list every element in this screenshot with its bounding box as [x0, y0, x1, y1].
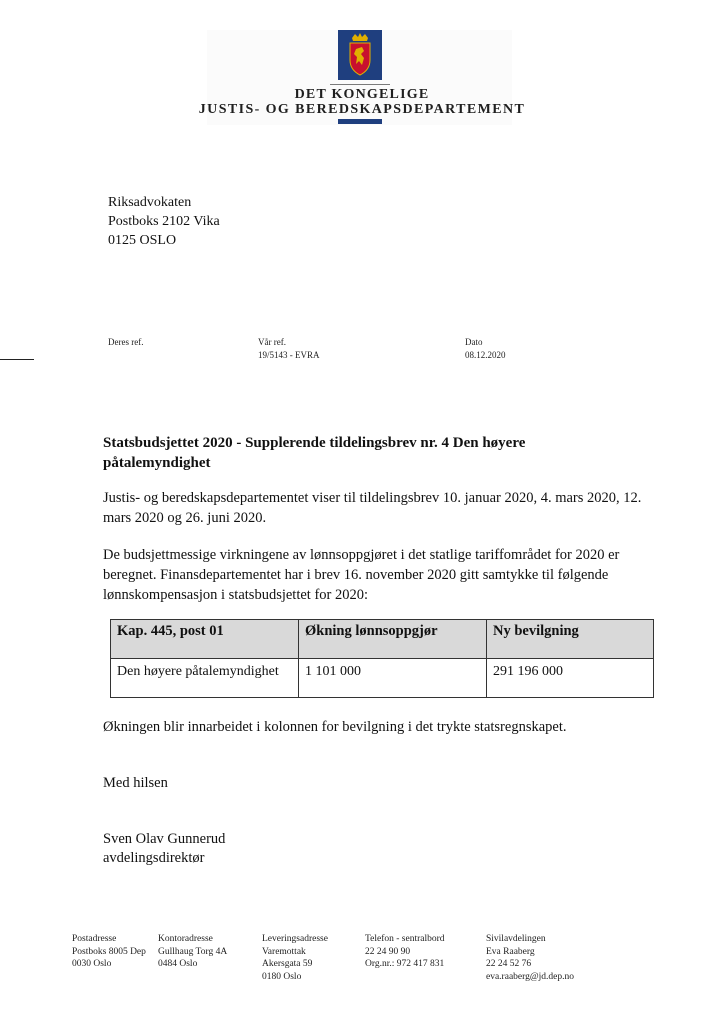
footer-line: 0180 Oslo [262, 971, 302, 982]
table-cell-increase: 1 101 000 [299, 659, 487, 698]
recipient-postal: 0125 OSLO [108, 233, 177, 248]
footer-phone [365, 933, 445, 971]
signer-title: avdelingsdirektør [103, 850, 205, 866]
table-cell-new-allocation: 291 196 000 [487, 659, 654, 698]
compensation-table [110, 619, 654, 698]
table-row [111, 659, 654, 698]
signer-name: Sven Olav Gunnerud [103, 831, 226, 847]
table-header-increase: Økning lønnsoppgjør [299, 620, 487, 659]
footer-line: 0484 Oslo [158, 959, 198, 969]
ministry-name-line2: JUSTIS- OG BEREDSKAPSDEPARTEMENT [198, 102, 526, 117]
footer-line: Varemottak [262, 946, 306, 957]
footer-line: Postboks 8005 Dep [72, 946, 146, 957]
footer-line: Akersgata 59 [262, 959, 313, 969]
recipient-address [108, 193, 220, 250]
date-value: 08.12.2020 [465, 350, 506, 360]
table-header-chapter: Kap. 445, post 01 [111, 620, 299, 659]
footer-line: Eva Raaberg [486, 946, 535, 957]
footer-contact [486, 933, 574, 983]
table-header-new-allocation: Ny bevilgning [487, 620, 654, 659]
recipient-name: Riksadvokaten [108, 195, 192, 210]
footer-postal-address [72, 933, 146, 971]
logo-bar [338, 119, 382, 124]
footer-line: 0030 Oslo [72, 959, 112, 969]
footer-label: Sivilavdelingen [486, 934, 546, 944]
coat-of-arms-icon [338, 30, 382, 80]
ministry-name-line1: DET KONGELIGE [294, 87, 430, 102]
deres-ref-label: Deres ref. [108, 337, 144, 347]
logo-rule [330, 84, 390, 85]
table-header-row [111, 620, 654, 659]
footer-label: Telefon - sentralbord [365, 934, 445, 944]
footer-label: Postadresse [72, 934, 117, 944]
footer-line: Gullhaug Torg 4A [158, 946, 228, 957]
footer-line: Org.nr.: 972 417 831 [365, 959, 445, 969]
letter-title: Statsbudsjettet 2020 - Supplerende tildelingsbrev nr. 4 Den høyere påtalemyndighet [103, 435, 526, 471]
footer-line: 22 24 52 76 [486, 959, 532, 969]
footer-delivery-address [262, 933, 328, 983]
footer-line: 22 24 90 90 [365, 946, 411, 957]
fold-mark [0, 359, 34, 360]
paragraph-1: Justis- og beredskapsdepartementet viser til tildelingsbrev 10. januar 2020, 4. mars 2020, 12. mars 2020 og 26. juni 2020. [103, 490, 642, 526]
paragraph-3: Økningen blir innarbeidet i kolonnen for bevilgning i det trykte statsregnskapet. [103, 719, 567, 735]
var-ref-value: 19/5143 - EVRA [258, 350, 320, 360]
greeting: Med hilsen [103, 775, 168, 791]
footer-label: Leveringsadresse [262, 934, 328, 944]
footer-email: eva.raaberg@jd.dep.no [486, 971, 574, 982]
date-label: Dato [465, 337, 483, 347]
paragraph-2: De budsjettmessige virkningene av lønnsoppgjøret i det statlige tariffområdet for 2020 er beregnet. Finansdepartementet har i brev 16. november 2020 gitt samtykke til følgende lønnskompensasjon i statsbudsjettet for 2020: [103, 547, 620, 603]
footer-label: Kontoradresse [158, 934, 213, 944]
footer-office-address [158, 933, 227, 971]
var-ref-label: Vår ref. [258, 337, 286, 347]
table-cell-unit: Den høyere påtalemyndighet [111, 659, 299, 698]
recipient-street: Postboks 2102 Vika [108, 214, 220, 229]
